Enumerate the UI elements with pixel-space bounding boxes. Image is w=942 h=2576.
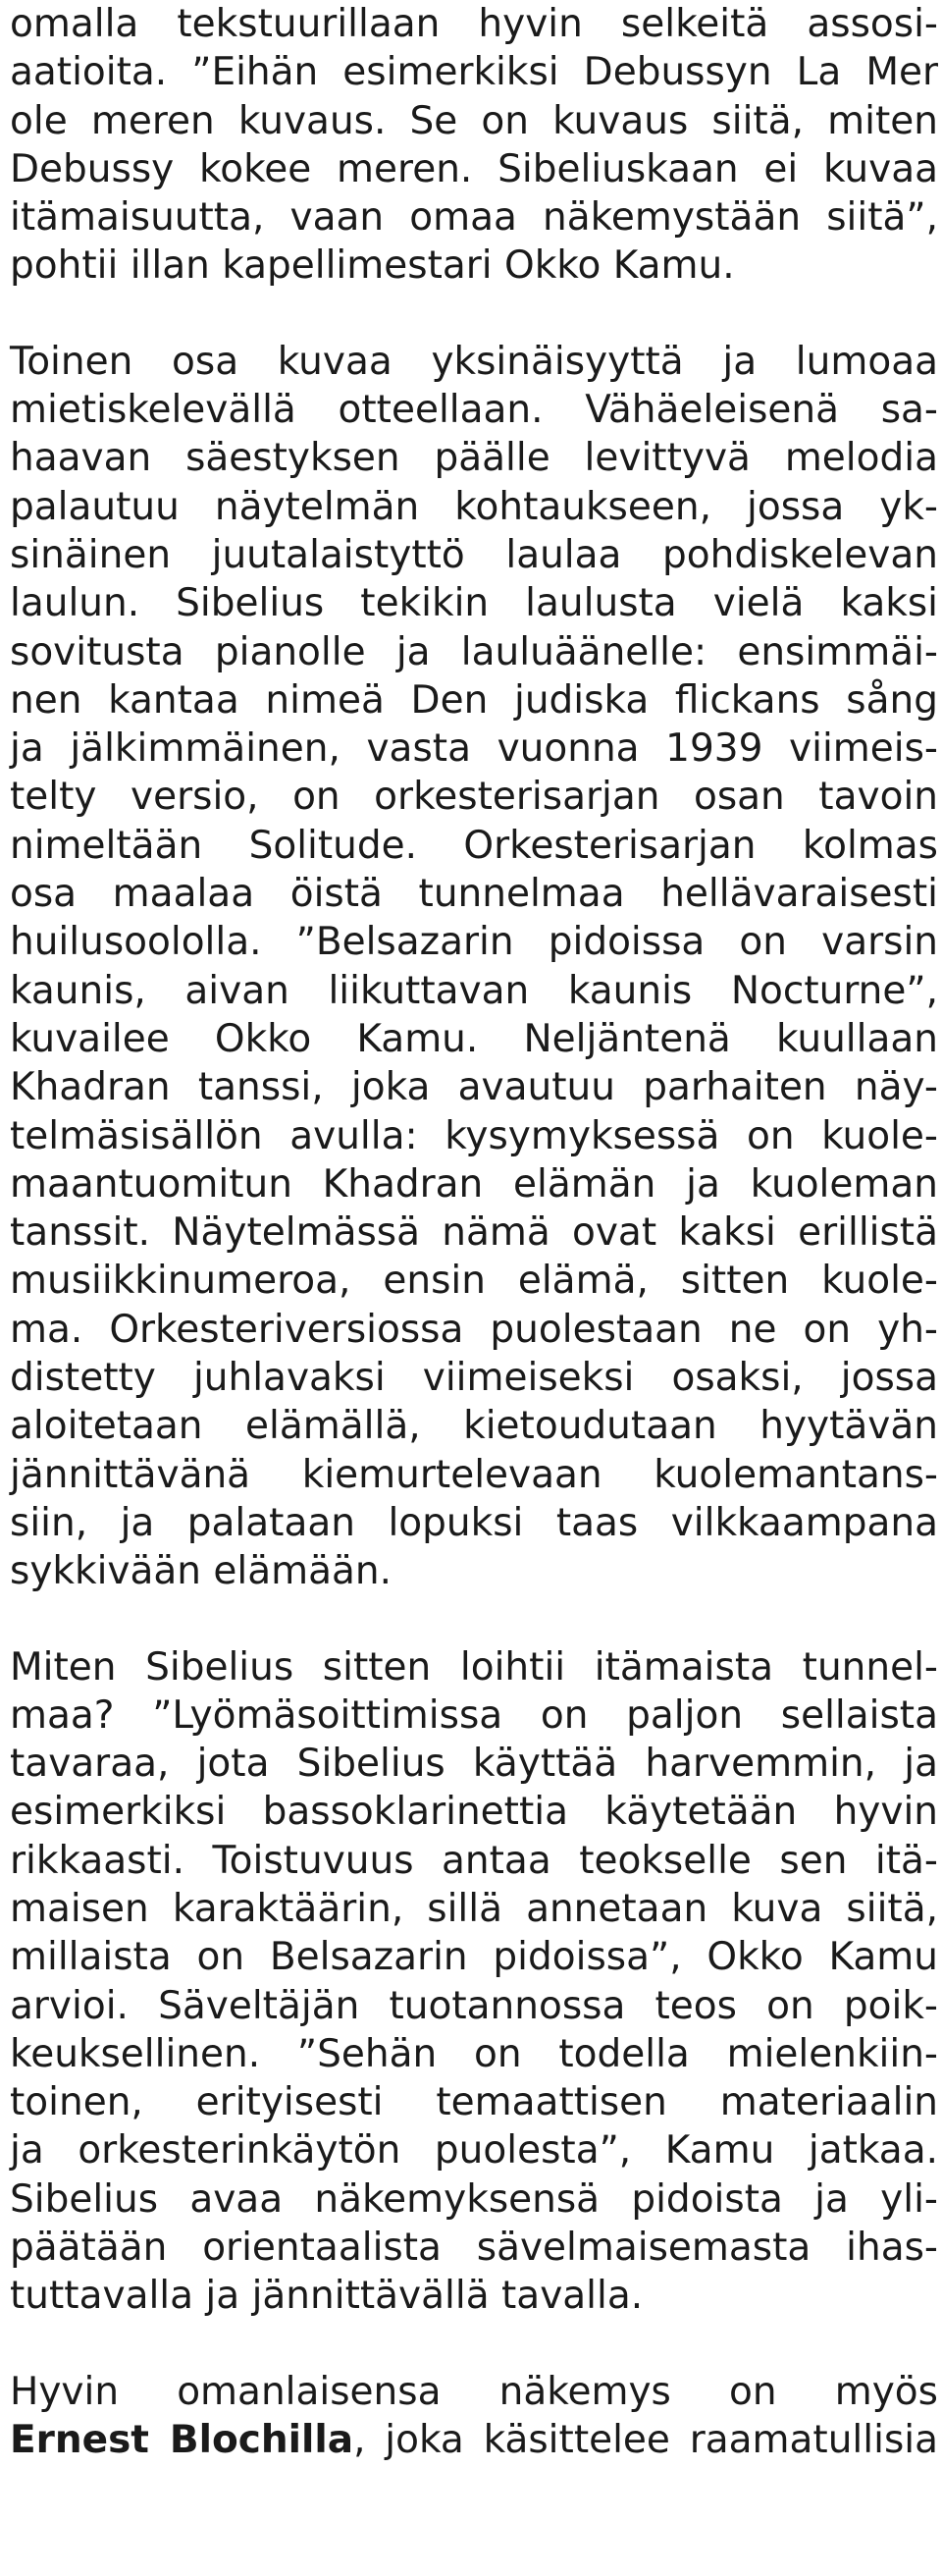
text-line: Khadran tanssi, joka avautuu parhaiten näy- [10, 1065, 938, 1110]
paragraph [10, 1643, 938, 2321]
paragraph-gap [10, 2321, 938, 2368]
text-line: aatioita. ”Eihän esimerkiksi Debussyn La Mer [10, 50, 938, 95]
paragraph [10, 0, 938, 291]
text-line: ole meren kuvaus. Se on kuvaus siitä, miten [10, 98, 938, 143]
text-line: maa? ”Lyömäsoittimissa on paljon sellaista [10, 1692, 938, 1738]
text-line: mietiskelevällä otteellaan. Vähäeleisenä sa- [10, 388, 938, 433]
text-line: osa maalaa öistä tunnelmaa hellävaraisesti [10, 872, 938, 917]
text-line: maantuomitun Khadran elämän ja kuoleman [10, 1161, 938, 1207]
text-line: Hyvin omanlaisensa näkemys on myös [10, 2369, 938, 2414]
paragraph-gap [10, 1596, 938, 1643]
text-line: Toinen osa kuvaa yksinäisyyttä ja lumoaa [10, 339, 938, 384]
text-line: telmäsisällön avulla: kysymyksessä on kuole- [10, 1113, 938, 1158]
text-line: musiikkinumeroa, ensin elämä, sitten kuole- [10, 1259, 938, 1304]
article-body [10, 0, 938, 2464]
text-line: palautuu näytelmän kohtaukseen, jossa yk- [10, 484, 938, 529]
text-line: toinen, erityisesti temaattisen materiaalin [10, 2080, 938, 2125]
text-line: siin, ja palataan lopuksi taas vilkkaampana [10, 1500, 938, 1545]
text-line: distetty juhlavaksi viimeiseksi osaksi, jossa [10, 1356, 938, 1401]
text-line: aloitetaan elämällä, kietoudutaan hyytävän [10, 1404, 938, 1449]
text-line: ja jälkimmäinen, vasta vuonna 1939 viimeis- [10, 726, 938, 772]
text-line: nimeltään Solitude. Orkesterisarjan kolmas [10, 823, 938, 868]
paragraph [10, 338, 938, 1596]
text-line: Miten Sibelius sitten loihtii itämaista tunnel- [10, 1644, 938, 1690]
text-line: millaista on Belsazarin pidoissa”, Okko Kamu [10, 1935, 938, 1980]
text-line: Sibelius avaa näkemyksensä pidoista ja yli- [10, 2176, 938, 2222]
text-line: ja orkesterinkäytön puolesta”, Kamu jatkaa. [10, 2128, 938, 2174]
text-line: sykkivään elämään. [10, 1549, 392, 1594]
text-line: kaunis, aivan liikuttavan kaunis Nocturne”, [10, 968, 938, 1013]
text-line: sovitusta pianolle ja lauluäänelle: ensimmäi- [10, 629, 938, 674]
text-line: omalla tekstuurillaan hyvin selkeitä assosi- [10, 2, 938, 46]
text-line: maisen karaktäärin, sillä annetaan kuva siitä, [10, 1886, 938, 1931]
text-line: keuksellinen. ”Sehän on todella mielenkiin- [10, 2031, 938, 2076]
text-line: Debussy kokee meren. Sibeliuskaan ei kuvaa [10, 146, 938, 191]
paragraph-gap [10, 291, 938, 338]
text-line: esimerkiksi bassoklarinettia käytetään hyvin [10, 1790, 938, 1835]
text-line: laulun. Sibelius tekikin laulusta vielä kaksi [10, 581, 938, 626]
text-line: rikkaasti. Toistuvuus antaa teokselle sen itä- [10, 1838, 938, 1883]
text-line: sinäinen juutalaistyttö laulaa pohdiskelevan [10, 532, 938, 577]
text-line: jännittävänä kiemurtelevaan kuolemantans- [10, 1452, 938, 1497]
text-line: tuttavalla ja jännittävällä tavalla. [10, 2274, 644, 2319]
text-line: pohtii illan kapellimestari Okko Kamu. [10, 243, 735, 289]
text-line: huilusoololla. ”Belsazarin pidoissa on varsin [10, 920, 938, 965]
text-line: päätään orientaalista sävelmaisemasta ihas- [10, 2226, 938, 2271]
text-line [10, 2416, 938, 2464]
text-line: ma. Orkesteriversiossa puolestaan ne on yh- [10, 1307, 938, 1352]
text-line: tanssit. Näytelmässä nämä ovat kaksi erillistä [10, 1210, 938, 1256]
paragraph [10, 2368, 938, 2465]
text-line: nen kantaa nimeä Den judiska flickans sång [10, 677, 938, 723]
text-line: itämaisuutta, vaan omaa näkemystään siitä”, [10, 195, 938, 241]
person-name-bold: Ernest Blochilla [10, 2417, 354, 2462]
text-line: haavan säestyksen päälle levittyvä melodia [10, 436, 938, 481]
text-line: kuvailee Okko Kamu. Neljäntenä kuullaan [10, 1016, 938, 1061]
text-line: tavaraa, jota Sibelius käyttää harvemmin, ja [10, 1742, 938, 1787]
text-line: telty versio, on orkesterisarjan osan tavoin [10, 775, 938, 820]
text-run: , joka käsittelee raamatullisia [353, 2417, 938, 2462]
text-line: arvioi. Säveltäjän tuotannossa teos on poik- [10, 1983, 938, 2028]
